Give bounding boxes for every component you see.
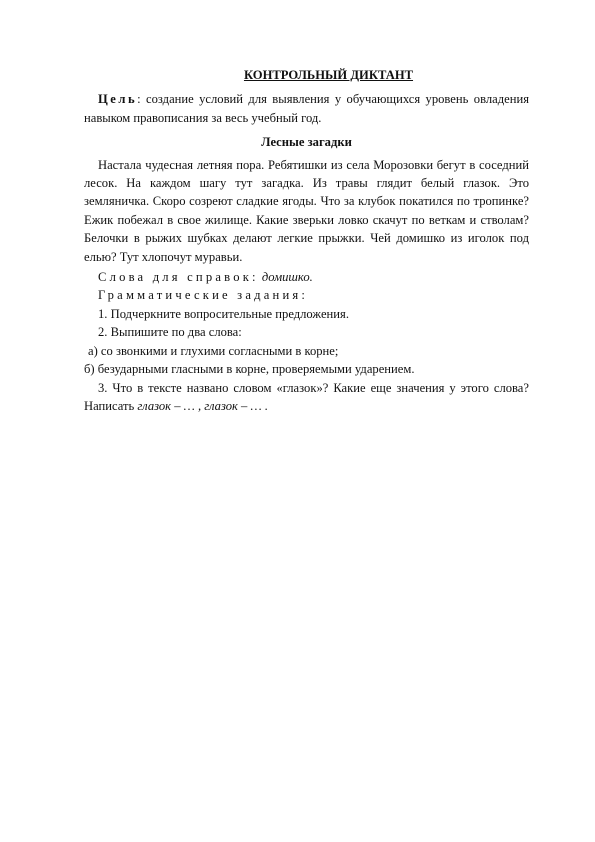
goal-paragraph — [84, 90, 529, 127]
task-3-text: 3. Что в тексте названо словом «глазок»? Какие еще значения у этого слова? Написать — [84, 380, 529, 413]
task-2b: б) безударными гласными в корне, проверяемыми ударением. — [84, 362, 415, 377]
hint-line — [84, 268, 529, 286]
dictation-title: Лесные загадки — [261, 135, 352, 150]
task-3 — [84, 379, 529, 416]
goal-label: Цель — [98, 92, 138, 107]
tasks-label: Грамматические задания: — [98, 288, 309, 303]
dictation-text: Настала чудесная летняя пора. Ребятишки из села Морозовки бегут в соседний лесок. На каждом шагу тут загадка. Из травы глядит белый глазок. Это земляничка. Скоро созреют сладкие ягоды. Что за клубок покатился по тропинке? Ежик побежал в свое жилище. Какие зверьки ловко скачут по веткам и стволам? Белочки в рыжих шубках делают легкие прыжки. Чей домишко из иголок под елью? Тут хлопочут муравьи. — [84, 157, 529, 264]
task-3-example: глазок – … , глазок – … . — [137, 398, 268, 413]
task-2: 2. Выпишите по два слова: — [98, 325, 242, 340]
goal-text: : создание условий для выявления у обучающихся уровень овладения навыком правописания за весь учебный год. — [84, 92, 529, 125]
document-body — [84, 66, 529, 415]
task-1: 1. Подчеркните вопросительные предложения. — [98, 306, 349, 321]
task-2a: а) со звонкими и глухими согласными в корне; — [88, 343, 339, 358]
hint-label: Слова для справок: — [98, 270, 259, 285]
hint-word: домишко. — [261, 270, 313, 285]
document-title: КОНТРОЛЬНЫЙ ДИКТАНТ — [243, 68, 414, 82]
